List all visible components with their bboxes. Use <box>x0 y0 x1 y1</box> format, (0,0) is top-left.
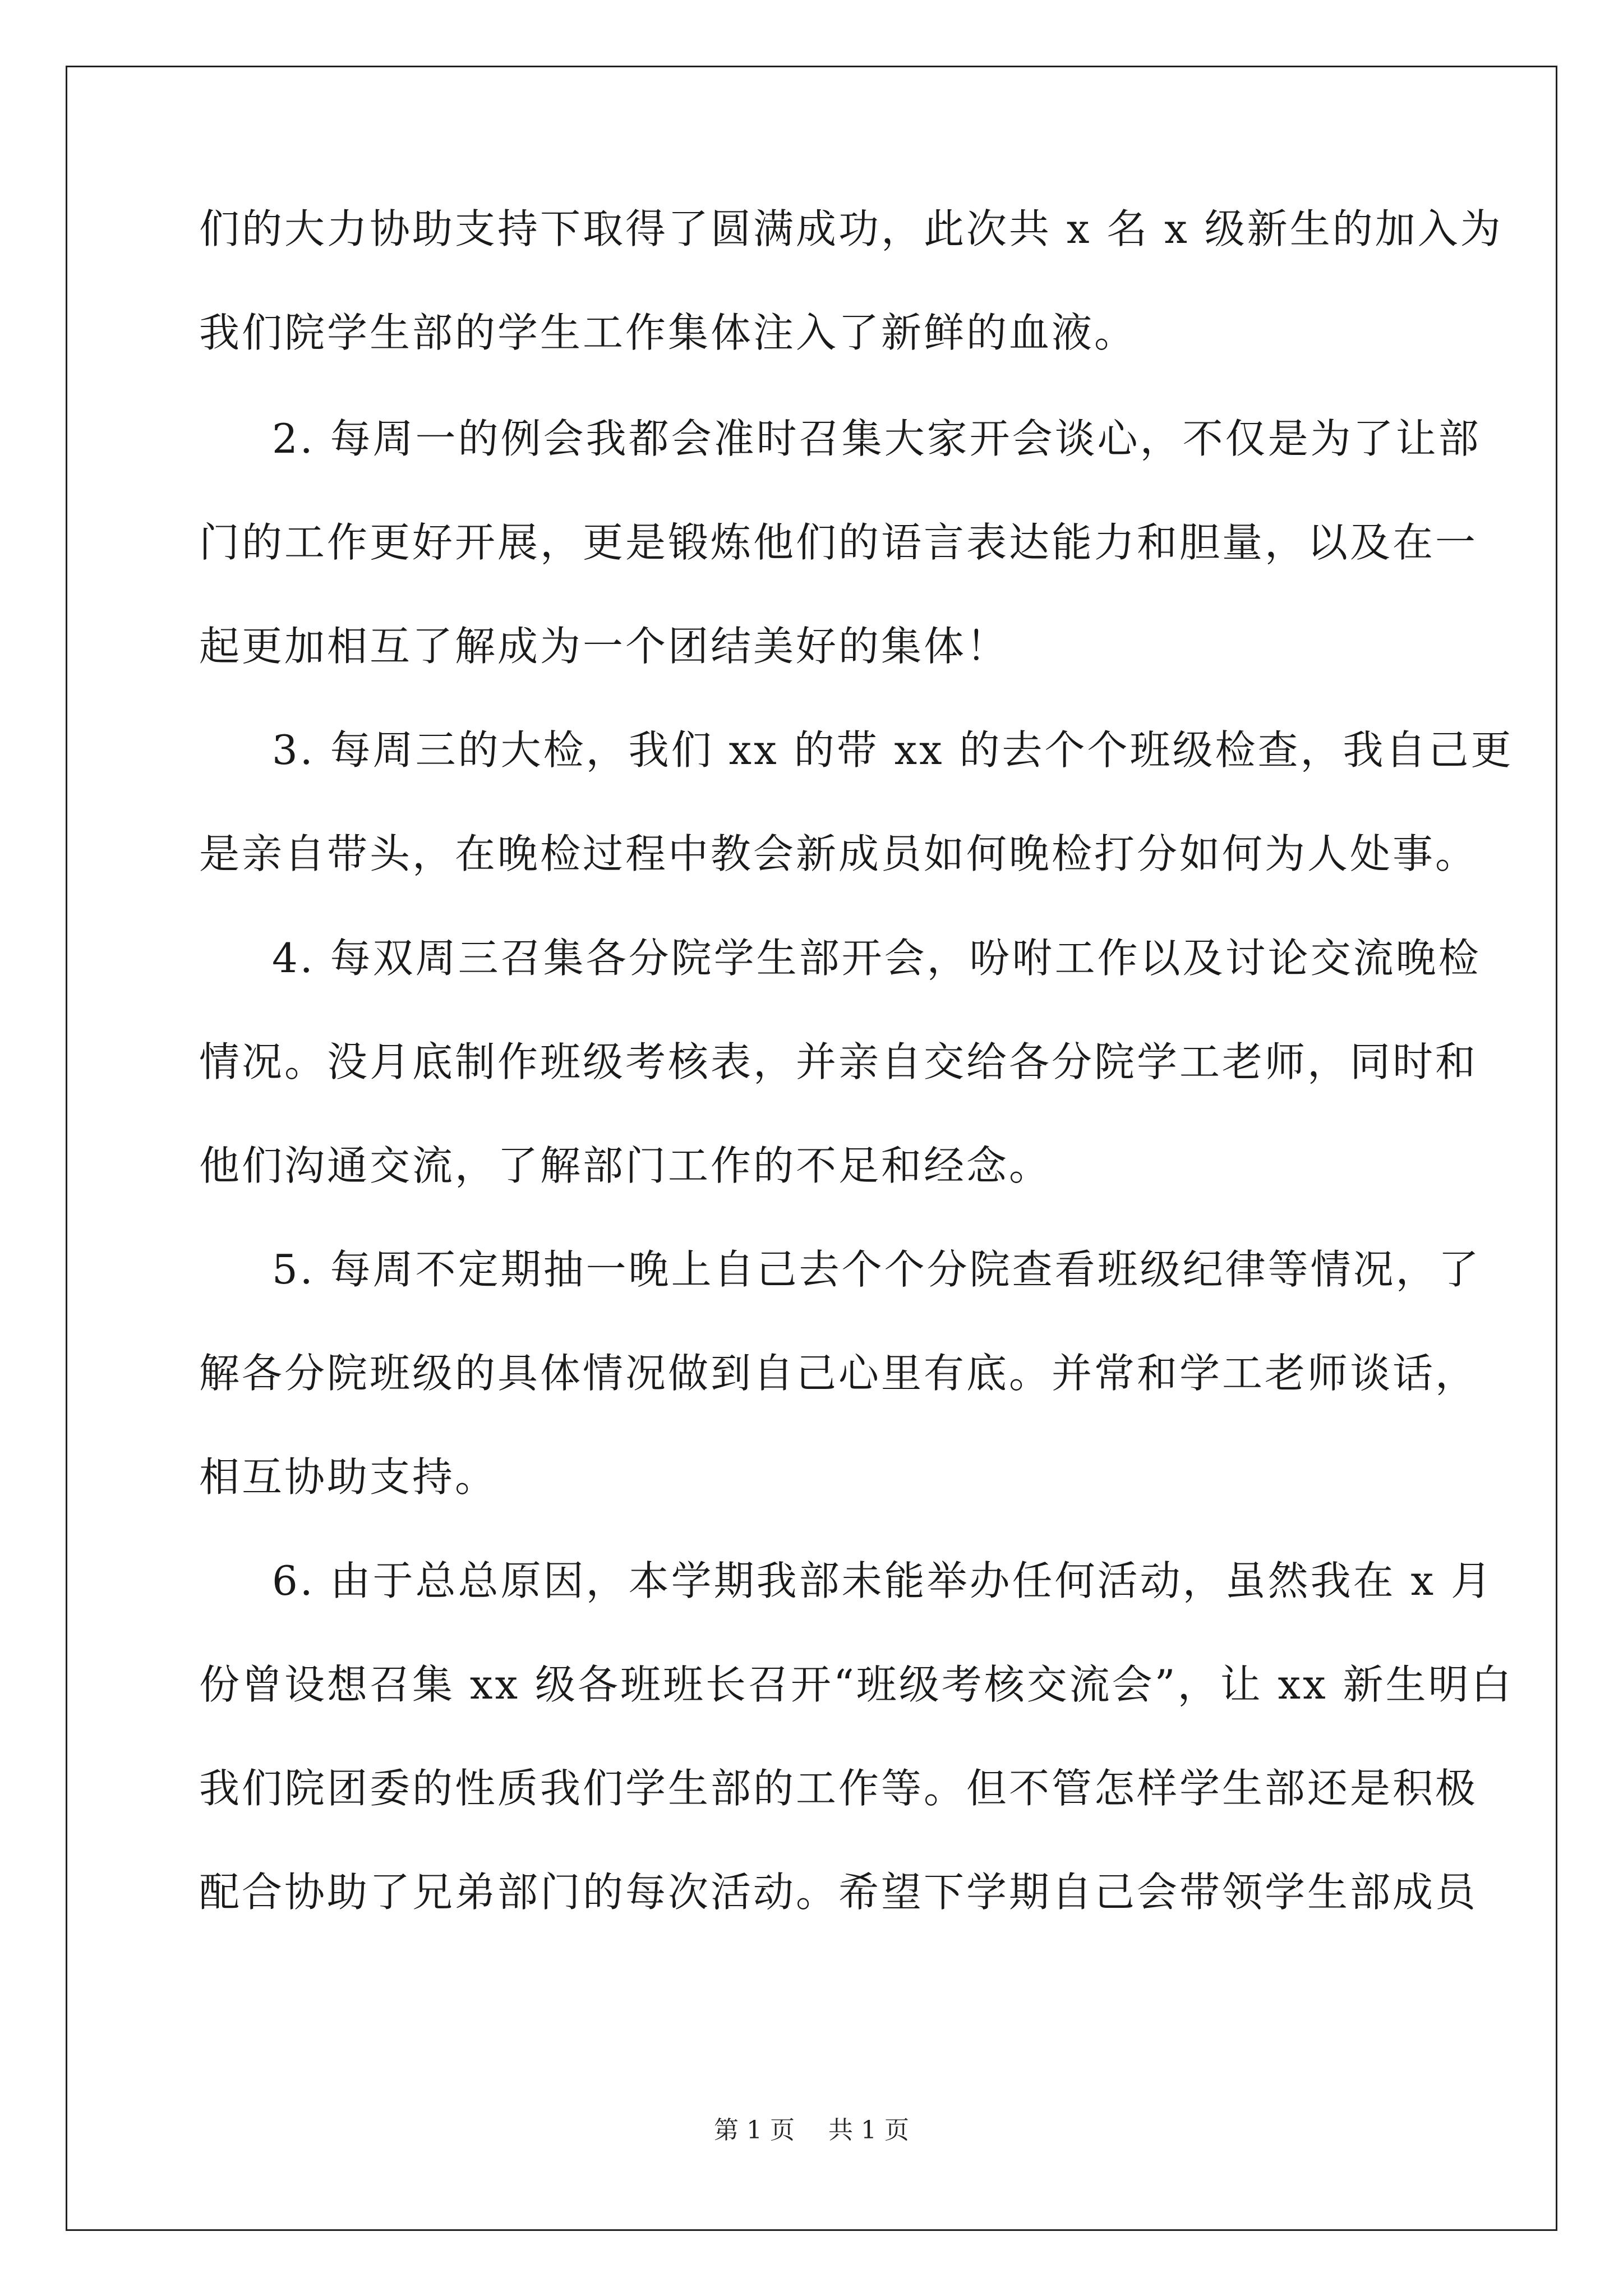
paragraph-start-line: 2. 每周一的例会我都会准时召集大家开会谈心，不仅是为了让部 <box>272 415 1481 462</box>
page-footer <box>0 2115 1623 2146</box>
text-line: 我们院团委的性质我们学生部的工作等。但不管怎样学生部还是积极 <box>199 1765 1478 1812</box>
page-number: 第 1 页 <box>714 2116 795 2145</box>
paragraph-start-line: 4. 每双周三召集各分院学生部开会，吩咐工作以及讨论交流晚检 <box>272 935 1481 982</box>
text-line: 我们院学生部的学生工作集体注入了新鲜的血液。 <box>199 309 1137 356</box>
text-line: 起更加相互了解成为一个团结美好的集体！ <box>199 623 1009 670</box>
text-line: 们的大力协助支持下取得了圆满成功，此次共 x 名 x 级新生的加入为 <box>199 205 1503 252</box>
text-line: 配合协助了兄弟部门的每次活动。希望下学期自己会带领学生部成员 <box>199 1869 1478 1916</box>
text-line: 他们沟通交流，了解部门工作的不足和经念。 <box>199 1142 1052 1189</box>
text-line: 是亲自带头，在晚检过程中教会新成员如何晚检打分如何为人处事。 <box>199 830 1478 877</box>
text-line: 情况。没月底制作班级考核表，并亲自交给各分院学工老师，同时和 <box>199 1038 1478 1085</box>
text-line: 相互协助支持。 <box>199 1453 498 1501</box>
paragraph-start-line: 5. 每周不定期抽一晚上自己去个个分院查看班级纪律等情况，了 <box>272 1246 1481 1293</box>
paragraph-start-line: 3. 每周三的大检，我们 xx 的带 xx 的去个个班级检查，我自己更 <box>272 726 1514 774</box>
text-line: 份曾设想召集 xx 级各班班长召开“班级考核交流会”，让 xx 新生明白 <box>199 1661 1514 1708</box>
paragraph-start-line: 6. 由于总总原因，本学期我部未能举办任何活动，虽然我在 x 月 <box>272 1557 1493 1604</box>
page-count: 共 1 页 <box>828 2116 909 2145</box>
text-line: 门的工作更好开展，更是锻炼他们的语言表达能力和胆量，以及在一 <box>199 519 1478 566</box>
text-line: 解各分院班级的具体情况做到自己心里有底。并常和学工老师谈话， <box>199 1350 1478 1397</box>
